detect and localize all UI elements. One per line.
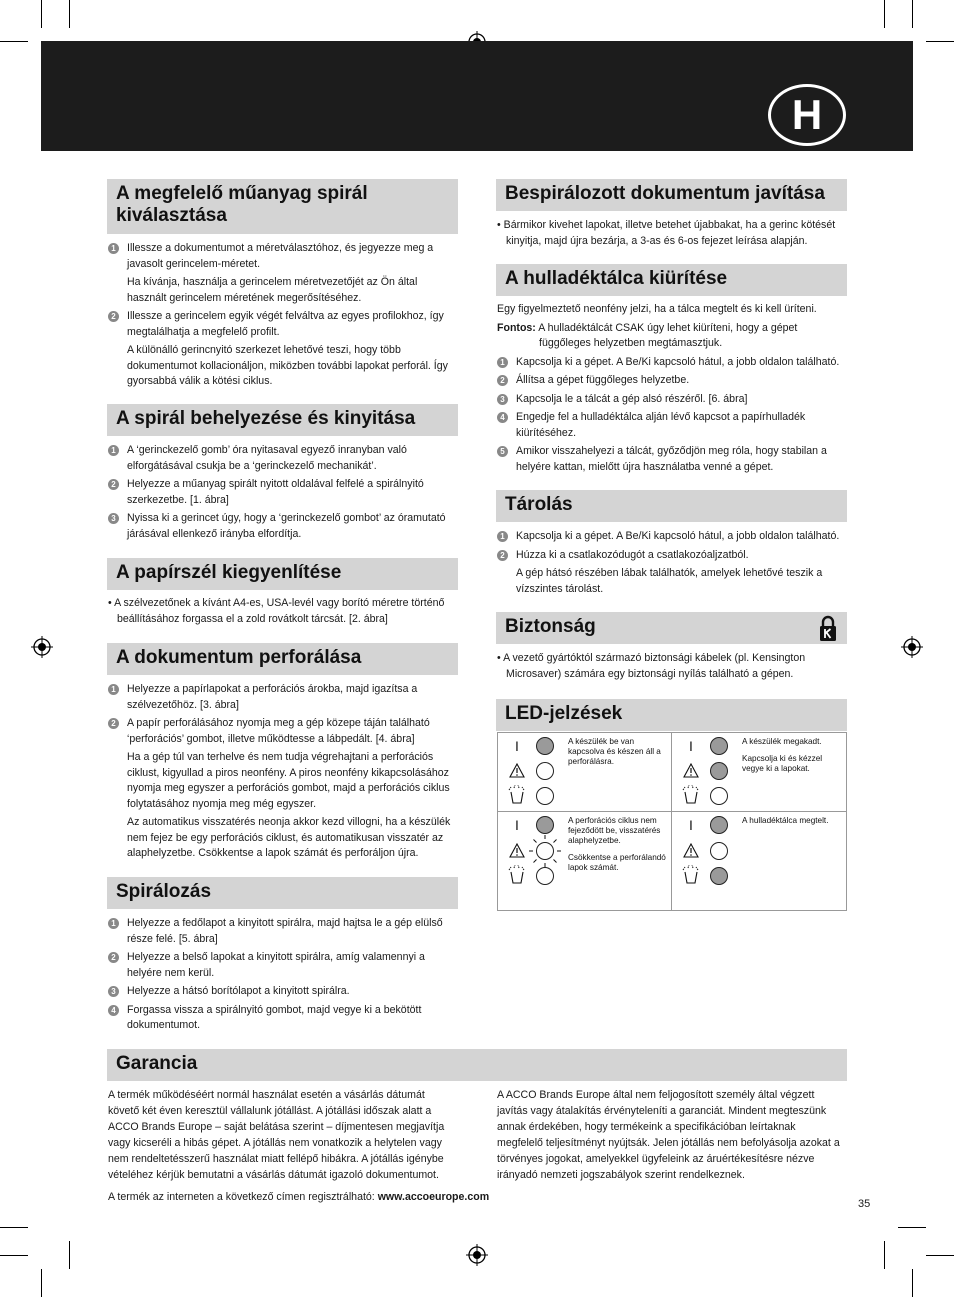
list-item	[497, 529, 849, 545]
led-light	[536, 816, 554, 834]
crop-mark	[69, 0, 70, 28]
paragraph: Illessze a gerincelem egyik végét felváltva az egyes profilokhoz, így megtalálhatja a megfelelő profilt.	[127, 310, 444, 338]
paragraph: Kapcsolja ki a gépet. A Be/Ki kapcsoló hátul, a jobb oldalon található.	[516, 355, 840, 368]
section-header-spiral-select	[107, 179, 458, 234]
step-number: 5	[497, 446, 508, 457]
waste-bin-icon	[680, 785, 702, 805]
language-badge	[768, 84, 846, 146]
waste-bin-icon	[506, 865, 528, 885]
warranty-left-text: A termék működéséért normál használat esetén a vásárlás dátumát követő két éven keresztül vállalunk jótállást. A jótállási időszak alatt a ACCO Brands Europe – saját belátása szerint – díjmentesen megjavítja vagy kicseréli a hibás gépet. A jótállás nem vonatkozik a helytelen vagy nem rendeltetésszerű használat miatt fellépő hibákra. A jótállás igénybe vételéhez kérjük bemutatni a vásárlás dátumát igazoló dokumentumot.	[108, 1089, 445, 1181]
warning-icon	[683, 843, 699, 858]
list-item	[108, 241, 458, 306]
section-title: Garancia	[116, 1053, 198, 1074]
led-description	[568, 737, 668, 767]
list-item	[108, 1003, 458, 1034]
power-icon: I	[689, 738, 693, 754]
list-item	[108, 511, 458, 542]
step-number: 3	[108, 986, 119, 997]
step-number: 4	[108, 1005, 119, 1016]
register-line	[108, 1190, 708, 1206]
led-light	[710, 787, 728, 805]
led-table	[497, 732, 847, 911]
repair-bullet: • Bármikor kivehet lapokat, illetve betehet újabbakat, ha a gerinc kötését kinyitja, majd újra bezárja, a 3-as és 6-os fejezet leírása alapján.	[497, 219, 836, 247]
paragraph: Engedje fel a hulladéktálca alján lévő kapcsot a papírhulladék kiürítéséhez.	[516, 411, 806, 439]
paragraph: A papír perforálásához nyomja meg a gép közepe táján található ‘perforációs’ gombot, illetve működtesse a lábpedált. [4. ábra]	[127, 717, 430, 745]
step-number: 1	[108, 445, 119, 456]
section-title: A megfelelő műanyag spirál kiválasztása	[116, 183, 368, 226]
section-header-storage	[496, 490, 847, 522]
crop-mark	[926, 1255, 954, 1256]
led-light	[710, 867, 728, 885]
paragraph: Helyezze a hátsó borítólapot a kinyitott spirálra.	[127, 985, 350, 997]
crop-mark	[0, 41, 28, 42]
section-header-paper-edge	[107, 558, 458, 590]
warning-icon	[683, 763, 699, 778]
section-body-storage	[497, 529, 849, 600]
led-description-line: A készülék megakadt.	[742, 737, 822, 746]
register-link[interactable]: www.accoeurope.com	[377, 1191, 490, 1203]
paragraph: Illessze a dokumentumot a méretválasztóhoz, és jegyezze meg a javasolt gerincelem-méretet.	[127, 242, 434, 270]
led-cell	[498, 733, 672, 822]
waste-bin-icon	[680, 865, 702, 885]
section-title: LED-jelzések	[505, 703, 623, 724]
list-item	[108, 716, 458, 862]
section-body-waste	[497, 302, 849, 478]
list-item	[497, 444, 849, 475]
section-body-spiral-select	[108, 241, 458, 393]
paragraph: Nyissa ki a gerincet úgy, hogy a ‘gerinckezelő gombot’ az óramutató járásával ellenkező irányba elfordítja.	[127, 512, 446, 540]
led-cell	[672, 812, 846, 901]
paragraph: Állítsa a gépet függőleges helyzetbe.	[516, 374, 690, 386]
section-header-repair	[496, 179, 847, 211]
step-number: 3	[108, 513, 119, 524]
paragraph: Helyezze a belső lapokat a kinyitott spirálra, amíg valamennyi a helyére nem kerül.	[127, 951, 425, 979]
language-badge-label: H	[791, 91, 823, 138]
paragraph: Helyezze a papírlapokat a perforációs árokba, majd igazítsa a szélvezetőhöz. [3. ábra]	[127, 683, 418, 711]
kensington-lock-icon	[818, 615, 838, 642]
section-title: Tárolás	[505, 494, 573, 515]
led-description	[742, 737, 842, 774]
paragraph: Egy figyelmeztető neonfény jelzi, ha a tálca megtelt és ki kell üríteni.	[497, 303, 817, 315]
step-number: 2	[497, 550, 508, 561]
registration-mark-icon	[31, 636, 53, 658]
section-body-binding	[108, 916, 458, 1037]
section-title: Spirálozás	[116, 881, 212, 902]
crop-mark	[898, 1227, 926, 1228]
list-item	[108, 477, 458, 508]
list-item	[497, 548, 849, 598]
step-number: 4	[497, 412, 508, 423]
power-icon: I	[515, 738, 519, 754]
registration-mark-icon	[466, 1244, 488, 1266]
led-description-line: A készülék be van kapcsolva és készen áll a perforálásra.	[568, 737, 661, 766]
paragraph: Kapcsolja le a tálcát a gép alsó részéről. [6. ábra]	[516, 392, 748, 405]
led-light	[536, 842, 554, 860]
section-body-perforate	[108, 682, 458, 865]
led-description-line: A hulladéktálca megtelt.	[742, 816, 829, 825]
section-header-security	[496, 612, 847, 644]
crop-mark	[912, 0, 913, 28]
list-item	[497, 392, 849, 408]
section-header-led	[496, 699, 847, 731]
step-number: 1	[497, 357, 508, 368]
led-light	[536, 762, 554, 780]
section-header-perforate	[107, 643, 458, 675]
step-number: 2	[108, 718, 119, 729]
important-text: A hulladéktálcát CSAK úgy lehet kiüríteni, hogy a gépet függőleges helyzetben megtámasztjuk.	[535, 321, 798, 349]
paragraph: A gép hátsó részében lábak találhatók, amelyek lehetővé teszik a vízszintes tárolást.	[516, 567, 823, 595]
led-cell	[498, 812, 672, 901]
paragraph: A ‘gerinckezelő gomb’ óra nyitasaval egyező inranyban való elforgátásával csukja be a ‘gerinckezelő mechanikát’.	[127, 444, 407, 472]
important-note	[497, 321, 849, 352]
important-label: Fontos:	[497, 321, 536, 334]
paragraph: Amikor visszahelyezi a tálcát, győződjön meg róla, hogy stabilan a helyére kattan, mielőtt újra használatba venné a gépet.	[516, 445, 827, 473]
led-light	[710, 842, 728, 860]
list-item	[497, 373, 849, 389]
led-description-line: Kapcsolja ki és kézzel vegye ki a lapokat.	[742, 754, 823, 773]
led-light	[710, 816, 728, 834]
list-item	[108, 682, 458, 713]
crop-mark	[69, 1241, 70, 1269]
paragraph: A különálló gerincnyitó szerkezet lehetővé teszi, hogy több dokumentumot kollacionáljon, miközben további lapokat perforál. Így gyorsabbá válik a kötési ciklus.	[127, 344, 448, 387]
crop-mark	[884, 0, 885, 28]
list-item	[108, 950, 458, 981]
led-description	[568, 816, 668, 873]
crop-mark	[41, 0, 42, 28]
security-bullet: • A vezető gyártóktól származó biztonsági kábelek (pl. Kensington Microsaver) számára egy biztonsági nyílás található a gépen.	[497, 652, 806, 680]
crop-mark	[0, 1255, 28, 1256]
step-number: 2	[108, 952, 119, 963]
list-item	[108, 984, 458, 1000]
led-light	[536, 787, 554, 805]
crop-mark	[912, 1269, 913, 1297]
list-item	[497, 410, 849, 441]
power-icon: I	[515, 817, 519, 833]
section-body-spiral-place	[108, 443, 458, 545]
section-header-warranty	[107, 1049, 847, 1081]
list-item	[108, 443, 458, 474]
warning-icon	[509, 843, 525, 858]
paragraph: Az automatikus visszatérés neonja akkor kezd villogni, ha a készülék nem fejez be egy perforációs ciklust, és automatikusan visszatér az alaphelyzetbe. Csökkentse a lapok számát és perforáljon újra.	[127, 816, 451, 859]
section-header-spiral-place	[107, 404, 458, 436]
step-number: 2	[497, 375, 508, 386]
step-number: 1	[497, 531, 508, 542]
paragraph: Helyezze a fedőlapot a kinyitott spirálra, majd hajtsa le a gép elülső része felé. [5. ábra]	[127, 917, 443, 945]
step-number: 2	[108, 479, 119, 490]
registration-mark-icon	[901, 636, 923, 658]
step-number: 1	[108, 243, 119, 254]
crop-mark	[41, 1269, 42, 1297]
waste-bin-icon	[506, 785, 528, 805]
register-prefix: A termék az interneten a következő címen regisztrálható:	[108, 1191, 378, 1203]
crop-mark	[884, 1241, 885, 1269]
list-item	[108, 916, 458, 947]
power-icon: I	[689, 817, 693, 833]
section-header-waste	[496, 264, 847, 296]
paper-edge-bullet: • A szélvezetőnek a kívánt A4-es, USA-levél vagy borító méretre történő beállításához forgassa el a zold rovátkolt tárcsát. [2. ábra]	[108, 597, 445, 625]
warning-icon	[509, 763, 525, 778]
section-title: A spirál behelyezése és kinyitása	[116, 408, 416, 429]
paragraph: Húzza ki a csatlakozódugót a csatlakozóaljzatból.	[516, 548, 749, 561]
step-number: 2	[108, 311, 119, 322]
section-header-binding	[107, 877, 458, 909]
crop-mark	[926, 41, 954, 42]
step-number: 3	[497, 394, 508, 405]
led-description-line: A perforációs ciklus nem fejeződött be, visszatérés alaphelyzetbe.	[568, 816, 661, 845]
list-item	[497, 355, 849, 371]
page-number: 35	[858, 1198, 871, 1210]
section-title: A dokumentum perforálása	[116, 647, 362, 668]
list-item	[108, 309, 458, 390]
section-title: A hulladéktálca kiürítése	[505, 268, 728, 289]
warranty-right-text: A ACCO Brands Europe által nem feljogosított személy által végzett javítás vagy átalakítás érvényteleníti a garanciát. Mindent megteszünk annak érdekében, hogy termékeink a specifikációban leírtaknak megfelelő teljesítményt nyújtsák. Jelen jótállás nem befolyásolja azokat a törvényes jogokat, amelyekkel ügyfeleink az áruértékesítésre nézve irányadó nemzeti jogszabályok szerint rendelkeznek.	[497, 1089, 840, 1181]
section-title: A papírszél kiegyenlítése	[116, 562, 342, 583]
led-description	[742, 816, 842, 826]
paragraph: Kapcsolja ki a gépet. A Be/Ki kapcsoló hátul, a jobb oldalon található.	[516, 530, 840, 542]
step-number: 1	[108, 684, 119, 695]
paragraph: Ha a gép túl van terhelve és nem tudja végrehajtani a perforációs ciklust, kigyullad a piros neonfény. A piros neonfény kikapcsolásához nyomja meg egyszer a perforációs gombot, majd a perforációs ciklus folytatásához nyomja meg még egyszer.	[127, 751, 450, 810]
step-number: 1	[108, 918, 119, 929]
paragraph: Ha kívánja, használja a gerincelem méretvezetőjét az Ön által használt gerincelem méretének megerősítéséhez.	[127, 276, 418, 304]
crop-mark	[0, 1227, 28, 1228]
led-light	[536, 867, 554, 885]
section-title: Bespirálozott dokumentum javítása	[505, 183, 825, 204]
led-cell	[672, 733, 846, 822]
paragraph: Forgassa vissza a spirálnyitó gombot, majd vegye ki a bekötött dokumentumot.	[127, 1003, 422, 1031]
led-light	[536, 737, 554, 755]
led-light	[710, 762, 728, 780]
led-description-line: Csökkentse a perforálandó lapok számát.	[568, 853, 666, 872]
paragraph: Helyezze a műanyag spirált nyitott oldalával felfelé a spirálnyitó szerkezetbe. [1. ábra]	[127, 478, 424, 506]
led-light	[710, 737, 728, 755]
section-title: Biztonság	[505, 616, 596, 637]
